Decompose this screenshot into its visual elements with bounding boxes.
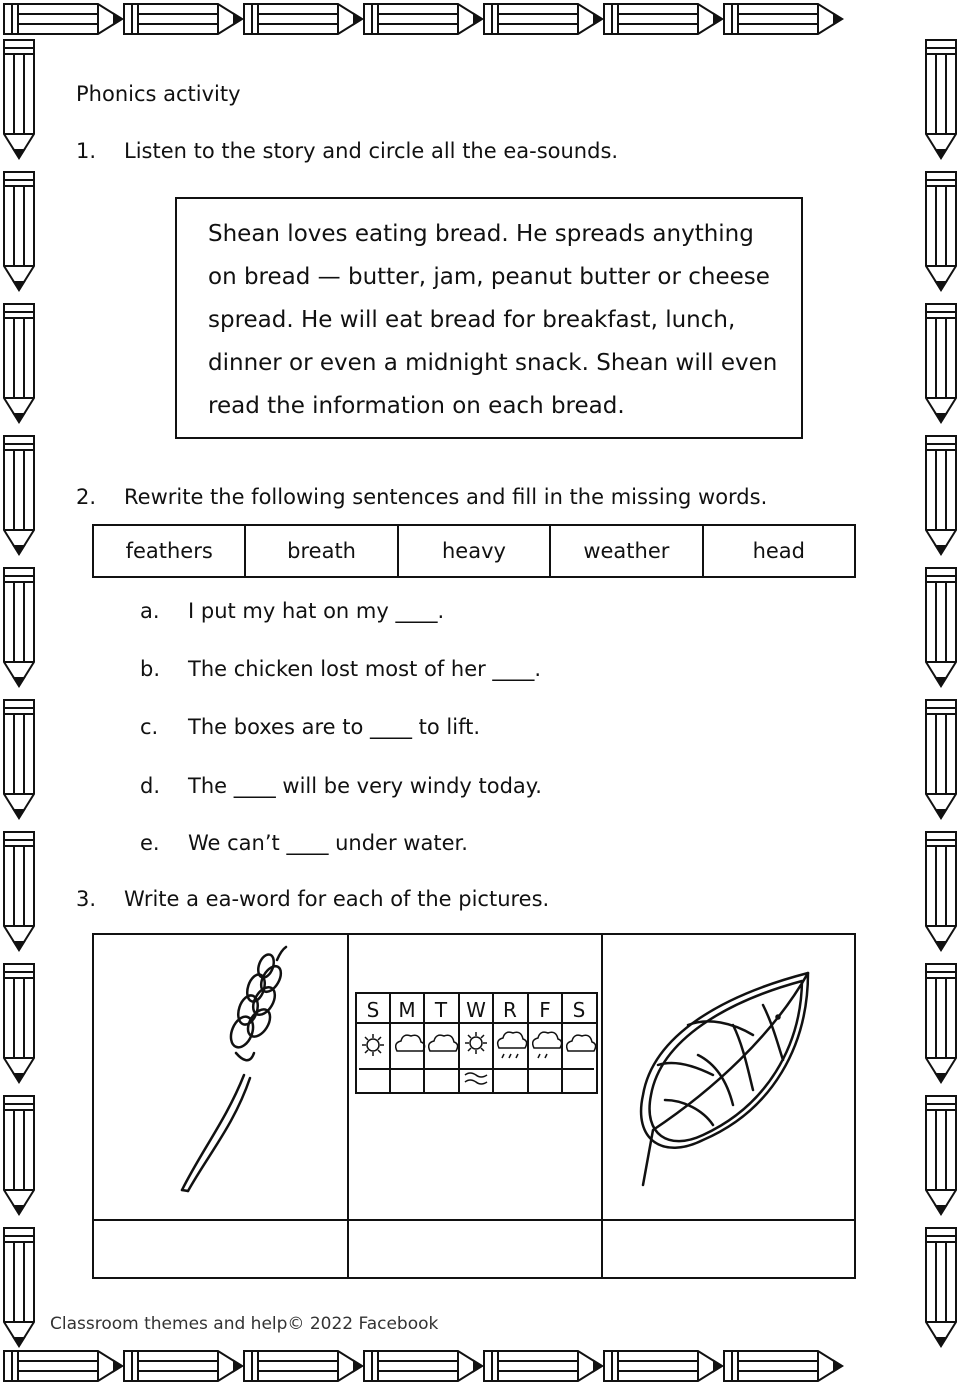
answer-box-3[interactable]	[603, 1221, 857, 1279]
leaf-icon	[603, 935, 857, 1219]
pencil-icon	[484, 1351, 602, 1381]
sentence-text: We can’t ____ under water.	[188, 831, 468, 855]
calendar-day: W	[466, 998, 486, 1022]
pencil-icon	[926, 832, 956, 950]
pencil-icon	[124, 1351, 242, 1381]
pencil-icon	[926, 700, 956, 818]
pencil-icon	[4, 832, 34, 950]
sentence-text: The boxes are to ____ to lift.	[188, 715, 481, 739]
pencil-icon	[4, 304, 34, 422]
calendar-day: M	[398, 998, 416, 1022]
pencil-icon	[4, 4, 122, 34]
sentence-letter: b.	[140, 657, 161, 681]
word-bank	[92, 524, 856, 578]
pencil-icon	[244, 4, 362, 34]
sentence-letter: c.	[140, 715, 159, 739]
picture-cell-1	[94, 935, 348, 1219]
word-bank-item: head	[703, 525, 855, 577]
pencil-icon	[4, 40, 34, 158]
calendar-day: F	[539, 998, 551, 1022]
picture-cell-2	[349, 935, 603, 1219]
word-bank-item: breath	[245, 525, 397, 577]
pencil-icon	[364, 1351, 482, 1381]
rain-cloud-icon	[498, 1032, 527, 1058]
answer-box-1[interactable]	[94, 1221, 348, 1279]
answer-box-2[interactable]	[349, 1221, 603, 1279]
cloud-sun-icon	[396, 1035, 425, 1051]
word-bank-item: feathers	[93, 525, 245, 577]
picture-grid	[92, 933, 856, 1279]
question-1-text: Listen to the story and circle all the ea-sounds.	[124, 139, 619, 163]
pencil-icon	[724, 4, 842, 34]
pencil-icon	[724, 1351, 842, 1381]
calendar-day: T	[434, 998, 448, 1022]
sentence-letter: e.	[140, 831, 160, 855]
calendar-day: S	[366, 998, 380, 1022]
question-3-text: Write a ea-word for each of the pictures.	[124, 887, 550, 911]
question-2-number: 2.	[76, 485, 97, 509]
pencil-icon	[124, 4, 242, 34]
pencil-icon	[4, 1351, 122, 1381]
pencil-icon	[4, 568, 34, 686]
pencil-icon	[4, 1228, 34, 1346]
question-3-number: 3.	[76, 887, 97, 911]
sentence-text: I put my hat on my ____.	[188, 599, 445, 623]
pencil-icon	[926, 40, 956, 158]
sentence-text: The chicken lost most of her ____.	[188, 657, 542, 681]
pencil-icon	[244, 1351, 362, 1381]
pencil-icon	[926, 172, 956, 290]
pencil-icon	[364, 4, 482, 34]
sun-icon	[362, 1034, 384, 1056]
story-box	[175, 197, 803, 439]
cloud-sun-icon	[567, 1035, 596, 1051]
pencil-icon	[4, 1096, 34, 1214]
sentence-text: The ____ will be very windy today.	[188, 774, 542, 798]
calendar-day: R	[503, 998, 517, 1022]
sun-icon	[465, 1032, 487, 1054]
sentence-letter: a.	[140, 599, 160, 623]
page-title: Phonics activity	[76, 82, 241, 106]
calendar-day: S	[572, 998, 586, 1022]
word-bank-item: weather	[550, 525, 702, 577]
pencil-icon	[4, 172, 34, 290]
question-2-text: Rewrite the following sentences and fill in the missing words.	[124, 485, 768, 509]
pencil-icon	[4, 700, 34, 818]
pencil-icon	[604, 4, 722, 34]
weather-calendar-icon	[349, 935, 603, 1219]
pencil-icon	[926, 304, 956, 422]
story-line: dinner or even a midnight snack. Shean will even	[208, 350, 778, 376]
cloud-icon	[429, 1035, 458, 1051]
word-bank-item: heavy	[398, 525, 550, 577]
pencil-icon	[926, 568, 956, 686]
story-line: on bread — butter, jam, peanut butter or cheese	[208, 264, 770, 290]
story-line: read the information on each bread.	[208, 393, 625, 419]
pencil-icon	[4, 436, 34, 554]
picture-cell-3	[603, 935, 857, 1219]
story-line: spread. He will eat bread for breakfast, lunch,	[208, 307, 736, 333]
rain-cloud-icon	[533, 1032, 562, 1058]
question-1-number: 1.	[76, 139, 97, 163]
pencil-icon	[484, 4, 602, 34]
pencil-icon	[926, 1096, 956, 1214]
story-line: Shean loves eating bread. He spreads anything	[208, 221, 754, 247]
footer-credit: Classroom themes and help© 2022 Facebook	[50, 1314, 439, 1334]
pencil-icon	[926, 1228, 956, 1346]
wheat-icon	[94, 935, 348, 1219]
sentence-letter: d.	[140, 774, 161, 798]
pencil-icon	[926, 964, 956, 1082]
wind-icon	[465, 1073, 487, 1084]
pencil-icon	[604, 1351, 722, 1381]
pencil-icon	[4, 964, 34, 1082]
pencil-icon	[926, 436, 956, 554]
